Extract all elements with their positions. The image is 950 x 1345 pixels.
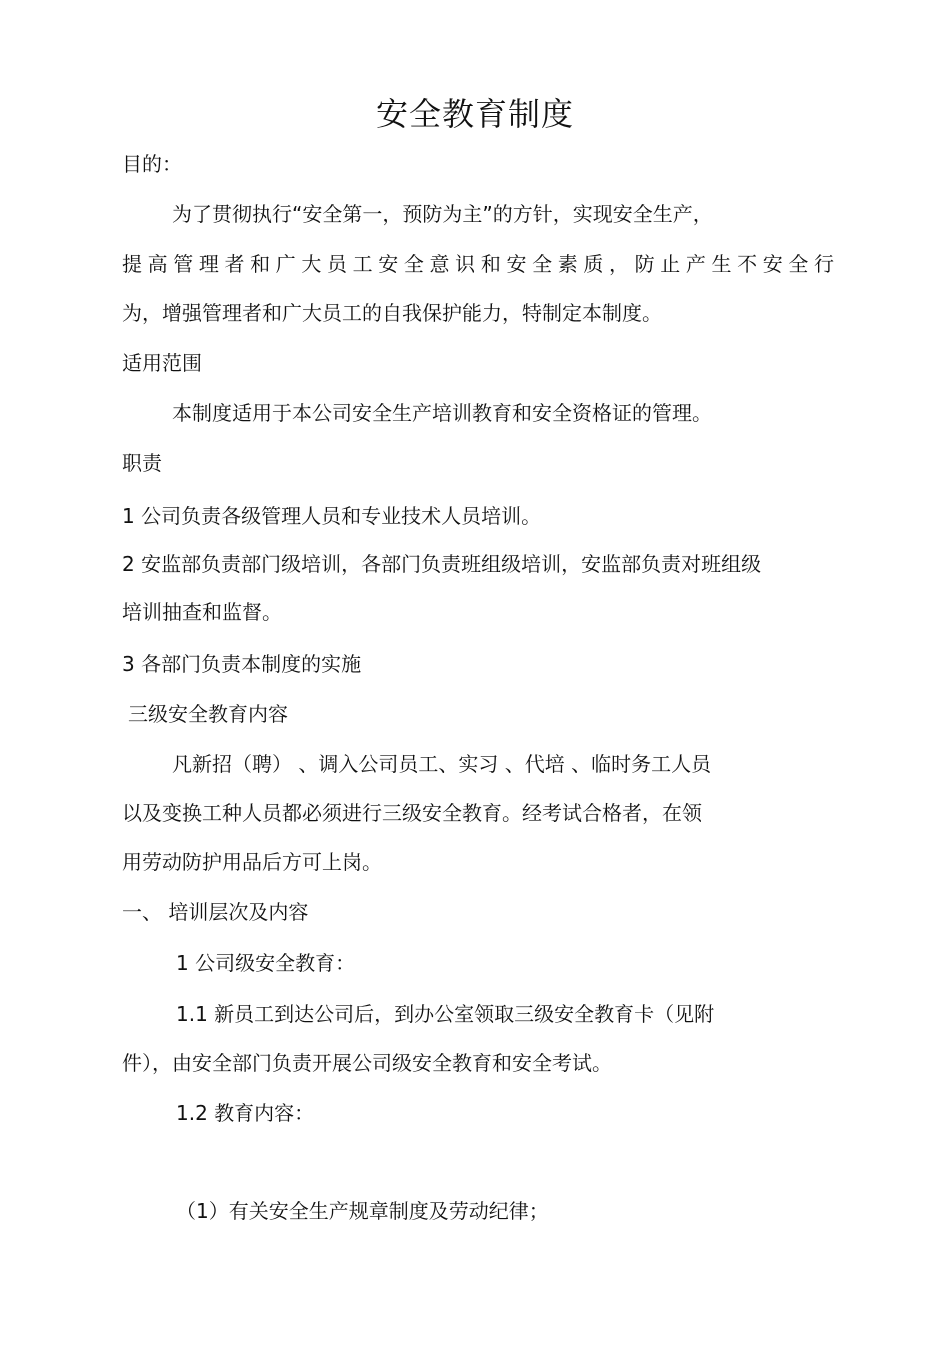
paragraph-line: 提高管理者和广大员工安全意识和安全素质，防止产生不安全行 <box>122 252 834 276</box>
document-title: 安全教育制度 <box>375 95 574 133</box>
paragraph-line: 以及变换工种人员都必须进行三级安全教育。经考试合格者，在领 <box>122 801 702 825</box>
heading-responsibilities: 职责 <box>122 451 162 475</box>
list-item: 1 公司负责各级管理人员和专业技术人员培训。 <box>122 504 542 528</box>
paragraph-line: 用劳动防护用品后方可上岗。 <box>122 850 382 874</box>
paragraph-line: 件），由安全部门负责开展公司级安全教育和安全考试。 <box>122 1051 612 1075</box>
paragraph-line: 凡新招（聘） 、调入公司员工、实习 、代培 、临时务工人员 <box>172 752 712 776</box>
paragraph-line: 为，增强管理者和广大员工的自我保护能力，特制定本制度。 <box>122 301 662 325</box>
paragraph-line: 1.1 新员工到达公司后，到办公室领取三级安全教育卡（见附 <box>176 1002 715 1026</box>
subsection-heading: 1.2 教育内容： <box>176 1101 315 1125</box>
list-item-continuation: 培训抽查和监督。 <box>122 600 282 624</box>
list-item: （1）有关安全生产规章制度及劳动纪律； <box>176 1199 549 1223</box>
paragraph-line: 本制度适用于本公司安全生产培训教育和安全资格证的管理。 <box>172 401 712 425</box>
heading-scope: 适用范围 <box>122 351 202 375</box>
heading-three-level-education: 三级安全教育内容 <box>128 702 288 726</box>
section-heading: 一、 培训层次及内容 <box>122 900 309 924</box>
list-item: 2 安监部负责部门级培训，各部门负责班组级培训，安监部负责对班组级 <box>122 552 762 576</box>
list-item: 3 各部门负责本制度的实施 <box>122 652 362 676</box>
paragraph-line: 为了贯彻执行“安全第一，预防为主”的方针，实现安全生产， <box>172 202 713 226</box>
subsection-heading: 1 公司级安全教育： <box>176 951 356 975</box>
heading-purpose: 目的： <box>122 152 182 176</box>
